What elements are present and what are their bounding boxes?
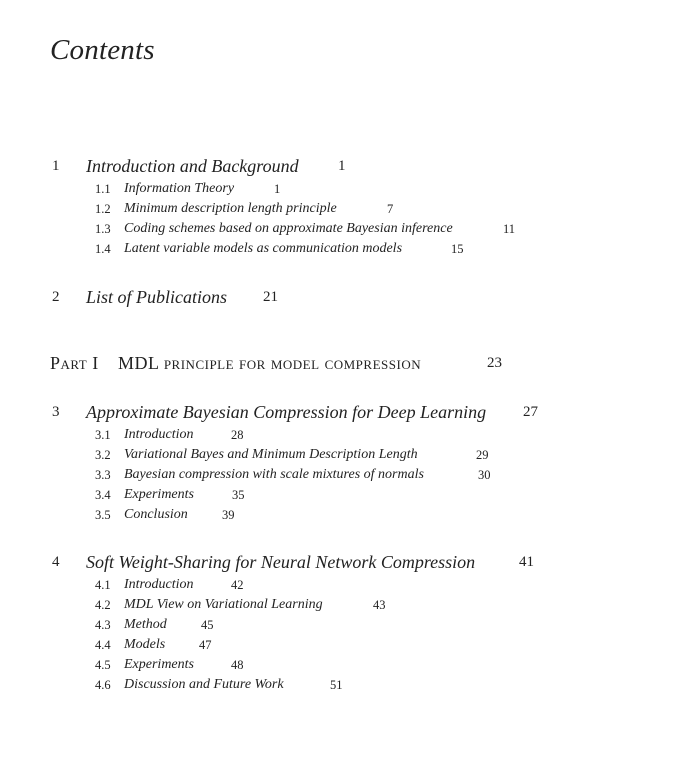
toc-entry-chapter[interactable] [0,153,673,179]
section-title: Models [124,637,166,652]
toc-chapter-2 [0,284,673,310]
section-page-number: 43 [373,598,386,612]
section-page-number: 15 [451,242,464,256]
section-page-number: 47 [199,638,212,652]
toc-entry-section[interactable] [0,575,673,595]
section-page-number: 11 [503,222,516,236]
part-title: MDL principle for model compression [118,353,422,373]
section-page-number: 48 [231,658,244,672]
toc-chapter-3 [0,399,673,525]
section-number: 1.2 [95,202,111,216]
section-page-number: 30 [478,468,491,482]
section-title: Minimum description length principle [124,201,337,216]
section-page-number: 29 [476,448,489,462]
section-page-number: 35 [232,488,245,502]
toc-chapter-1 [0,153,673,259]
section-page-number: 28 [231,428,244,442]
section-title: Experiments [124,487,194,502]
toc-entry-chapter[interactable] [0,284,673,310]
section-title: Experiments [124,657,194,672]
section-number: 1.1 [95,182,111,196]
toc-entry-section[interactable] [0,615,673,635]
section-title: Coding schemes based on approximate Bayesian inference [124,221,453,236]
section-number: 1.4 [95,242,111,256]
toc-entry-section[interactable] [0,655,673,675]
section-title: Discussion and Future Work [124,677,284,692]
toc-entry-section[interactable] [0,595,673,615]
chapter-page-number: 27 [523,404,538,420]
chapter-number: 3 [52,404,60,420]
section-number: 3.2 [95,448,111,462]
section-title: Introduction [124,577,194,592]
chapter-title: List of Publications [86,287,228,307]
section-number: 4.2 [95,598,111,612]
section-title: Information Theory [124,181,235,196]
toc-entry-section[interactable] [0,239,673,259]
toc-entry-section[interactable] [0,445,673,465]
section-number: 3.4 [95,488,111,502]
section-title: Latent variable models as communication models [124,241,403,256]
toc-part-1[interactable] [50,351,650,375]
toc-entry-section[interactable] [0,465,673,485]
toc-entry-section[interactable] [0,485,673,505]
section-title: MDL View on Variational Learning [124,597,323,612]
toc-entry-section[interactable] [0,505,673,525]
toc-entry-chapter[interactable] [0,549,673,575]
chapter-number: 4 [52,554,60,570]
section-number: 4.1 [95,578,111,592]
section-number: 3.1 [95,428,111,442]
toc-entry-section[interactable] [0,179,673,199]
section-page-number: 42 [231,578,244,592]
chapter-page-number: 21 [263,289,278,305]
section-number: 4.5 [95,658,111,672]
section-title: Conclusion [124,507,188,522]
part-label: Part I [50,353,99,373]
part-page-number: 23 [487,355,502,371]
section-title: Introduction [124,427,194,442]
chapter-title: Introduction and Background [86,156,299,176]
chapter-number: 2 [52,289,60,305]
toc-entry-section[interactable] [0,425,673,445]
section-title: Bayesian compression with scale mixtures of normals [124,467,424,482]
toc-chapter-4 [0,549,673,695]
chapter-title: Soft Weight-Sharing for Neural Network Compression [86,552,476,572]
chapter-title: Approximate Bayesian Compression for Deep Learning [86,402,487,422]
toc-entry-chapter[interactable] [0,399,673,425]
section-page-number: 1 [274,182,281,196]
page-title: Contents [50,34,155,66]
chapter-page-number: 1 [338,158,346,174]
section-page-number: 45 [201,618,214,632]
chapter-page-number: 41 [519,554,534,570]
toc-entry-section[interactable] [0,219,673,239]
section-number: 4.3 [95,618,111,632]
chapter-number: 1 [52,158,60,174]
toc-entry-section[interactable] [0,675,673,695]
toc-entry-section[interactable] [0,635,673,655]
section-page-number: 39 [222,508,235,522]
section-title: Variational Bayes and Minimum Description Length [124,447,418,462]
section-number: 3.3 [95,468,111,482]
section-number: 1.3 [95,222,111,236]
section-number: 4.4 [95,638,111,652]
section-number: 4.6 [95,678,111,692]
section-page-number: 7 [387,202,394,216]
section-page-number: 51 [330,678,343,692]
section-number: 3.5 [95,508,111,522]
toc-entry-section[interactable] [0,199,673,219]
section-title: Method [124,617,167,632]
